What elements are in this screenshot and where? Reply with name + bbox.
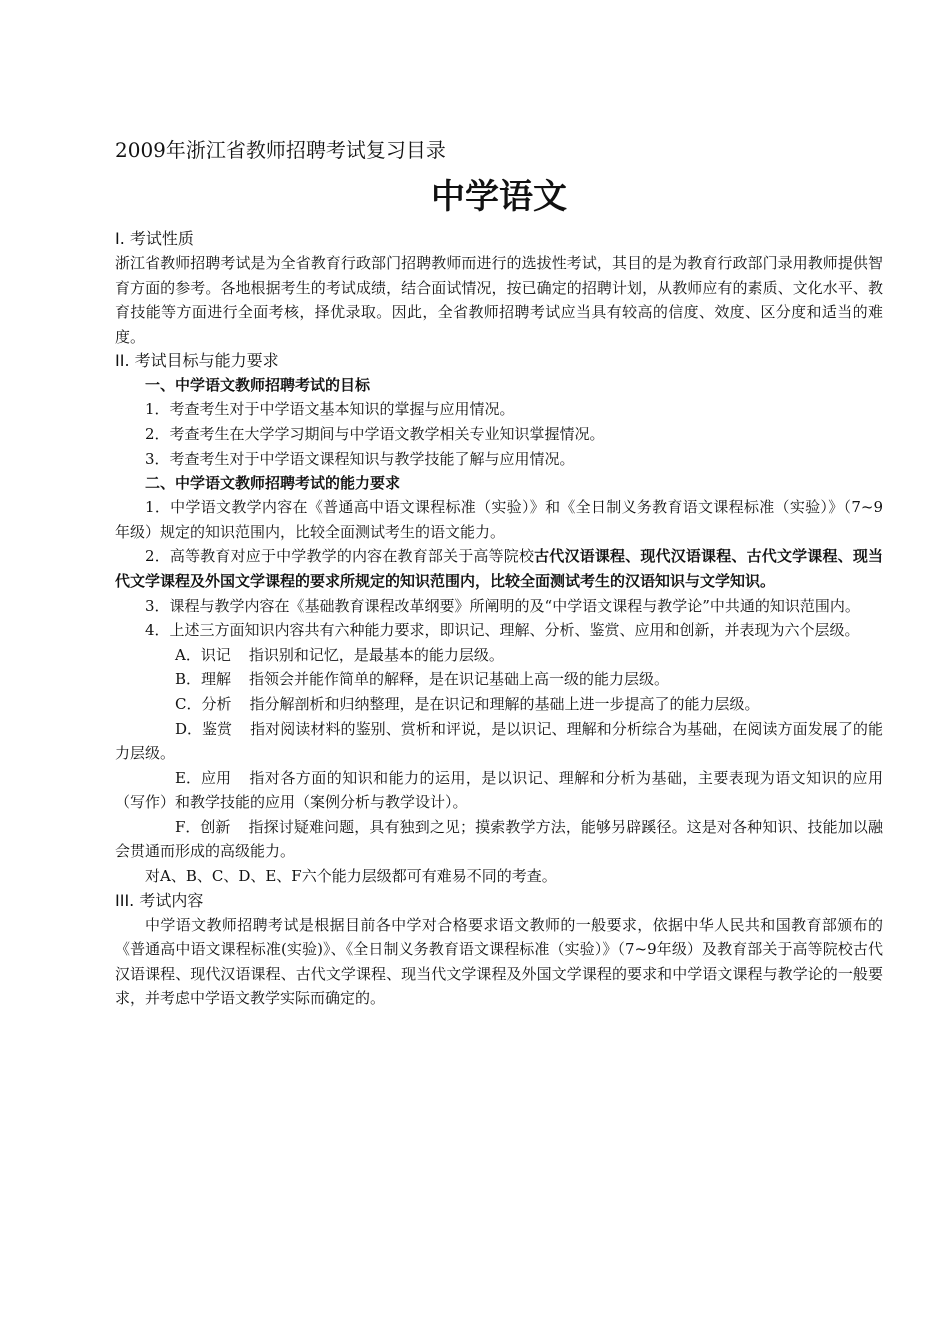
section-heading-1: I. 考试性质 bbox=[115, 229, 194, 248]
document-header: 2009年浙江省教师招聘考试复习目录 bbox=[115, 138, 446, 162]
level-desc: 指探讨疑难问题，具有独到之见；摸索教学方法，能够另辟蹊径。这是对各种知识、技能加以融会贯通而形成的高级能力。 bbox=[115, 817, 883, 861]
level-item bbox=[115, 692, 883, 717]
section-1-paragraph: 浙江省教师招聘考试是为全省教育行政部门招聘教师而进行的选拔性考试，其目的是为教育行政部门录用教师提供智育方面的参考。各地根据考生的考试成绩，结合面试情况，按已确定的招聘计划，从教师应有的素质、文化水平、教育技能等方面进行全面考核，择优录取。因此，全省教师招聘考试应当具有较高的信度、效度、区分度和适当的难度。 bbox=[115, 254, 883, 346]
subheading-requirements: 二、中学语文教师招聘考试的能力要求 bbox=[145, 474, 401, 493]
level-desc: 指识别和记忆，是最基本的能力层级。 bbox=[248, 645, 504, 664]
level-desc: 指分解剖析和归纳整理，是在识记和理解的基础上进一步提高了的能力层级。 bbox=[249, 694, 760, 713]
section-3-paragraph: 中学语文教师招聘考试是根据目前各中学对合格要求语文教师的一般要求，依据中华人民共和国教育部颁布的《普通高中语文课程标准(实验)》、《全日制义务教育语文课程标准（实验）》（7~9年级）及教育部关于高等院校古代汉语课程、现代汉语课程、古代文学课程、现当代文学课程及外国文学课程的要求和中学语文课程与教学论的一般要求，并考虑中学语文教学实际而确定的。 bbox=[115, 915, 883, 1008]
level-item bbox=[115, 643, 883, 668]
level-item bbox=[115, 815, 883, 864]
section-heading-2: II. 考试目标与能力要求 bbox=[115, 351, 279, 371]
goal-item: 3．考查考生对于中学语文课程知识与教学技能了解与应用情况。 bbox=[145, 449, 575, 468]
level-tag: A．识记 bbox=[175, 645, 231, 664]
goal-item: 1．考查考生对于中学语文基本知识的掌握与应用情况。 bbox=[145, 400, 515, 419]
document-title: 中学语文 bbox=[431, 177, 567, 217]
level-tag: E．应用 bbox=[175, 768, 231, 787]
requirement-item: 3．课程与教学内容在《基础教育课程改革纲要》所阐明的及“中学语文课程与教学论”中共通的知识范围内。 bbox=[145, 596, 860, 615]
levels-note: 对A、B、C、D、E、F六个能力层级都可有难易不同的考查。 bbox=[145, 867, 557, 886]
level-tag: C．分析 bbox=[175, 694, 232, 713]
level-desc: 指对阅读材料的鉴别、赏析和评说，是以识记、理解和分析综合为基础，在阅读方面发展了的能力层级。 bbox=[115, 719, 883, 763]
requirement-item: 4．上述三方面知识内容共有六种能力要求，即识记、理解、分析、鉴赏、应用和创新，并表现为六个层级。 bbox=[145, 621, 860, 640]
level-tag: D．鉴赏 bbox=[175, 719, 233, 738]
section-heading-3: III. 考试内容 bbox=[115, 890, 204, 910]
requirement-emphasis: 古代汉语课程、现代汉语课程、古代文学课程、现当代文学课程及外国文学课程的要求所规定的知识范围内，比较全面测试考生的汉语知识与文学知识。 bbox=[115, 547, 883, 590]
level-item bbox=[115, 766, 883, 815]
level-desc: 指对各方面的知识和能力的运用，是以识记、理解和分析为基础，主要表现为语文知识的应用（写作）和教学技能的应用（案例分析与教学设计）。 bbox=[115, 768, 883, 812]
requirement-item: 1．中学语文教学内容在《普通高中语文课程标准（实验）》和《全日制义务教育语文课程标准（实验）》（7~9年级）规定的知识范围内，比较全面测试考生的语文能力。 bbox=[115, 498, 883, 541]
level-tag: B．理解 bbox=[175, 670, 232, 689]
requirement-text: 2．高等教育对应于中学教学的内容在教育部关于高等院校 bbox=[145, 547, 535, 566]
level-item bbox=[115, 717, 883, 766]
level-tag: F．创新 bbox=[175, 817, 231, 836]
document-page bbox=[115, 135, 883, 1011]
level-item bbox=[115, 667, 883, 692]
subheading-goals: 一、中学语文教师招聘考试的目标 bbox=[145, 376, 371, 395]
goal-item: 2．考查考生在大学学习期间与中学语文教学相关专业知识掌握情况。 bbox=[145, 424, 605, 443]
requirement-item bbox=[115, 544, 883, 593]
level-desc: 指领会并能作简单的解释，是在识记基础上高一级的能力层级。 bbox=[249, 670, 670, 689]
